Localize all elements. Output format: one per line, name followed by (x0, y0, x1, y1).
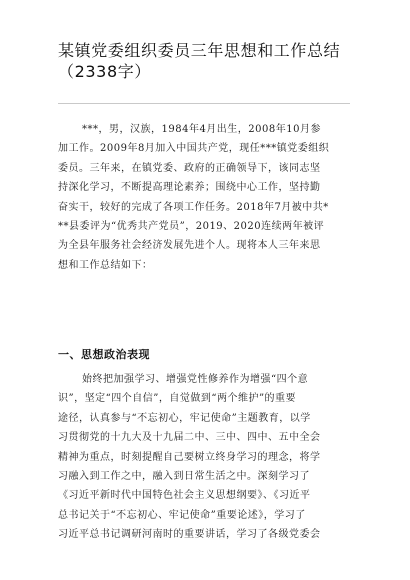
title-line-2: （2338字） (58, 62, 151, 81)
title-line-1: 某镇党委组织委员三年思想和工作总结 (58, 41, 341, 60)
intro-line: 奋实干，较好的完成了各项工作任务。2018年7月被中共* (58, 201, 329, 213)
section1-line: 习近平总书记调研河南时的重要讲话，学习了各级党委会 (58, 529, 321, 541)
intro-line: 持深化学习，不断提高理论素养；围绕中心工作，坚持勤 (58, 182, 321, 194)
intro-line: 加工作。2009年8月加入中国共产党，现任***镇党委组织 (58, 143, 330, 155)
section1-line: 途径，认真参与“不忘初心，牢记使命”主题教育，以学 (58, 412, 311, 424)
intro-paragraph (58, 120, 358, 275)
intro-line: 为全县年服务社会经济发展先进个人。现将本人三年来思 (58, 240, 321, 252)
intro-line: ***，男，汉族，1984年4月出生，2008年10月参 (82, 124, 321, 135)
section1-line: 识”，坚定“四个自信”，自觉做到“两个维护”的重要 (58, 393, 297, 405)
intro-line: 委员。三年来，在镇党委、政府的正确领导下，该同志坚 (58, 162, 321, 174)
intro-line: **县委评为“优秀共产党员”，2019、2020连续两年被评 (58, 220, 325, 232)
section1-line: 总书记关于“不忘初心、牢记使命”重要论述》，学习了 (58, 509, 306, 521)
section1-line: 习贯彻党的十九大及十九届二中、三中、四中、五中全会 (58, 432, 321, 444)
title-divider (58, 103, 350, 104)
section1-line: 精神为重点，时刻提醒自己要树立终身学习的理念，将学 (58, 451, 321, 463)
section1-line: 习融入到工作之中，融入到日常生活之中。深刻学习了 (58, 470, 310, 482)
section-heading: 一、思想政治表现 (58, 348, 150, 361)
document-title (58, 40, 358, 82)
section1-paragraph (58, 370, 358, 545)
section1-line: 始终把加强学习、增强党性修养作为增强“四个意 (82, 374, 309, 385)
intro-line: 想和工作总结如下： (58, 259, 153, 271)
section1-line: 《习近平新时代中国特色社会主义思想纲要》、《习近平 (58, 490, 311, 502)
